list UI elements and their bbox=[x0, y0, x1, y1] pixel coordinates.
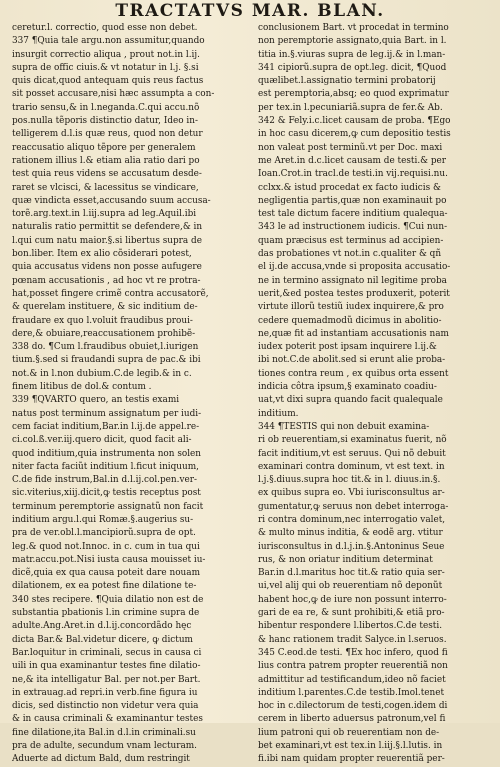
text-line: 345 C.eod.de testi. ¶Ex hoc infero, quod fi bbox=[258, 647, 448, 658]
text-line: fraudare ex quo l.voluit fraudibus proui- bbox=[12, 315, 193, 326]
text-line: niter facta faciũt inditium l.ficut iniquum, bbox=[12, 461, 199, 472]
text-line: dicis, sed distinctio non videtur vera quia bbox=[12, 701, 199, 712]
text-line: el ij.de accusa,vnde si proposita accusatio- bbox=[258, 262, 451, 273]
text-line: Ioan.Crot.in tracl.de testi.in vij.requisi.nu. bbox=[258, 169, 448, 180]
text-line: dicẽ,quia ex qua causa poteit dare nouam bbox=[12, 568, 200, 579]
text-line: das probationes vt not.in c.qualiter & qñ bbox=[258, 249, 442, 260]
text-line: bon.liber. Item ex alio cõsiderari potest, bbox=[12, 249, 192, 260]
text-line: fine dilatione,ita Bal.in d.l.in criminali.su bbox=[12, 727, 196, 738]
text-line: adulte.Ang.Aret.in d.l.ij.concordãdo hęc bbox=[12, 621, 192, 632]
text-line: reaccusatio aliquo tẽpore per generalem bbox=[12, 142, 196, 153]
text-line: non valeat post terminũ.vt per Doc. maxi bbox=[258, 142, 443, 153]
text-line: l.qui cum natu maior.§.si libertus supra de bbox=[12, 235, 202, 246]
text-line: test quia reus videns se accusatum desde- bbox=[12, 169, 202, 180]
text-line: substantia pbationis l.in crimine supra de bbox=[12, 608, 200, 619]
text-line: examinari contra dominum, vt est text. in bbox=[258, 461, 445, 472]
text-line: ne,quæ fit ad instantiam accusationis nam bbox=[258, 328, 449, 339]
text-line: non peremptorie assignato,quia Bart. in l. bbox=[258, 36, 447, 47]
text-line: test tale dictum facere inditium qualequa- bbox=[258, 209, 448, 220]
text-line: bet examinari,vt est tex.in l.iij.§.l.lutis. in bbox=[258, 741, 443, 752]
text-line: iurisconsultus in d.l.j.in.§.Antoninus Seue bbox=[258, 541, 445, 552]
text-line: 344 ¶TESTIS qui non debuit examina- bbox=[258, 421, 430, 432]
text-line: cedere quemadmodũ dicimus in abolitio- bbox=[258, 315, 442, 326]
text-line: inditium. bbox=[258, 408, 299, 419]
text-line: rationem illius l.& etiam alia ratio dari po bbox=[12, 155, 200, 166]
text-line: lius contra patrem propter reuerentiã non bbox=[258, 661, 448, 672]
text-line: quælibet.l.assignatio termini probatorij bbox=[258, 76, 436, 87]
text-line: uili in qua examinantur testes fine dilatio- bbox=[12, 661, 201, 672]
text-line: 337 ¶Quia tale argu.non assumitur,quando bbox=[12, 36, 205, 47]
text-line: & querelam instituere, & sic inditium de- bbox=[12, 302, 198, 313]
text-line: l.j.§.diuus.supra hoc tit.& in l. diuus.in.§. bbox=[258, 475, 441, 486]
text-line: pos.nulla tẽporis distinctio datur, Ideo in- bbox=[12, 116, 198, 127]
text-line: est peremptoria,absq; eo quod exprimatur bbox=[258, 89, 449, 100]
text-line: admittitur ad testificandum,ideo nõ faciet bbox=[258, 674, 446, 685]
text-line: pœnam accusationis , ad hoc vt re protra- bbox=[12, 275, 201, 286]
text-line: tiones contra reum , ex quibus orta essent bbox=[258, 368, 449, 379]
text-line: ci.col.ß.ver.iij.quero dicit, quod facit ali- bbox=[12, 435, 192, 446]
text-line: hat,posset fingere crimẽ contra accusatorẽ, bbox=[12, 288, 209, 299]
text-line: conclusionem Bart. vt procedat in termino bbox=[258, 23, 449, 33]
text-line: inditium l.parentes.C.de testib.Imol.tenet bbox=[258, 687, 445, 698]
text-line: telligerem d.l.is quæ reus, quod non detur bbox=[12, 129, 203, 140]
text-line: me Aret.in d.c.licet causam de testi.& per bbox=[258, 155, 447, 166]
text-line: titia in.§.viuras supra de leg.ij.& in l.man- bbox=[258, 49, 446, 60]
text-line: Bar.loquitur in criminali, secus in causa ci bbox=[12, 647, 202, 658]
text-line: uerit,&ed postea testes produxerit, poterit bbox=[258, 288, 450, 299]
text-line: leg.& quod not.Innoc. in c. cum in tua qui bbox=[12, 541, 200, 552]
text-line: dere,& obuiare,reaccusationem prohibẽ- bbox=[12, 328, 196, 339]
left-column bbox=[12, 22, 247, 765]
text-line: & multo minus inditia, & eodẽ arg. vtitur bbox=[258, 528, 443, 539]
text-line: 341 cipiorũ.supra de opt.leg. dicit, ¶Quod bbox=[258, 62, 447, 73]
text-line: sit posset accusare,nisi hæc assumpta a con- bbox=[12, 89, 215, 100]
text-line: natus post terminum assignatum per iudi- bbox=[12, 408, 202, 419]
text-line: ne in termino assignato nil legitime proba bbox=[258, 275, 447, 286]
text-line: supra de offic ciuis.& vt notatur in l.j. §.si bbox=[12, 62, 199, 73]
text-line: quod inditium,quia instrumenta non solen bbox=[12, 448, 202, 459]
page-header: TRACTATVS MAR. BLAN. bbox=[115, 1, 385, 21]
text-line: hibentur respondere l.libertos.C.de testi. bbox=[258, 621, 443, 632]
text-line: cerem in liberto aduersus patronum,vel fi bbox=[258, 714, 446, 725]
text-line: quia accusatus videns non posse aufugere bbox=[12, 262, 202, 273]
text-line: torẽ.arg.text.in l.iij.supra ad leg.Aquil.ibi bbox=[12, 209, 197, 220]
text-line: quam præcisus est terminus ad accipien- bbox=[258, 235, 444, 246]
text-line: Bar.in d.l.maritus hoc tit.& ratio quia ser- bbox=[258, 568, 445, 579]
text-line: trario sensu,& in l.neganda.C.qui accu.nõ bbox=[12, 102, 200, 113]
text-line: 342 & Fely.i.c.licet causam de proba. ¶Ego bbox=[258, 116, 451, 127]
text-line: ui,vel alij qui ob reuerentiam nõ deponũt bbox=[258, 581, 443, 592]
text-line: quæ vindicta esset,accusando suum accusa- bbox=[12, 195, 211, 206]
text-line: rus, & non oriatur inditium determinat bbox=[258, 554, 433, 565]
text-line: insurgit correctio aliqua , prout not.in l.ij. bbox=[12, 49, 200, 60]
text-line: ne,& ita intelligatur Bal. per not.per Bart. bbox=[12, 674, 201, 685]
text-line: cem faciat inditium,Bar.in l.ij.de appel.re- bbox=[12, 421, 200, 432]
text-line: terminum peremptorie assignatũ non facit bbox=[12, 501, 204, 512]
text-line: negligentia partis,quæ non examinauit po bbox=[258, 195, 447, 206]
text-line: fi.ibi nam quidam propter reuerentiã per- bbox=[258, 754, 445, 765]
right-column bbox=[258, 22, 493, 765]
text-line: & hanc rationem tradit Salyce.in l.seruos. bbox=[258, 634, 447, 645]
text-line: 340 stes recipere. ¶Quia dilatio non est de bbox=[12, 594, 204, 605]
text-line: pra de adulte, secundum vnam lecturam. bbox=[12, 741, 197, 752]
text-line: virtute illorũ testiũ iudex inquirere,& pro bbox=[258, 302, 444, 313]
text-line: raret se vlcisci, & lacessitus se vindicare, bbox=[12, 182, 199, 193]
text-line: 338 do. ¶Cum l.fraudibus obuiet,l.iurigen bbox=[12, 342, 199, 353]
text-line: & in causa criminali & examinantur testes bbox=[12, 714, 203, 725]
text-line: ri contra dominum,nec interrogatio valet, bbox=[258, 514, 446, 525]
text-line: habent hoc,ꝙ de iure non possunt interro- bbox=[258, 594, 447, 605]
text-line: inditium argu.l.qui Romæ.§.augerius su- bbox=[12, 514, 194, 525]
text-line: facit inditium,vt est seruus. Qui nõ debuit bbox=[258, 448, 446, 459]
text-line: C.de fide instrum,Bal.in d.l.ij.col.pen.ver- bbox=[12, 475, 197, 486]
text-line: ri ob reuerentiam,si examinatus fuerit, nõ bbox=[258, 435, 447, 446]
text-line: ceretur.l. correctio, quod esse non debet. bbox=[12, 23, 198, 33]
text-line: pra de ver.obl.l.mancipiorũ.supra de opt. bbox=[12, 528, 196, 539]
text-line: hoc in c.dilectorum de testi,cogen.idem di bbox=[258, 701, 448, 712]
text-line: quis dicat,quod antequam quis reus factus bbox=[12, 76, 204, 87]
text-line: ex quibus supra eo. Vbi iurisconsultus ar- bbox=[258, 488, 445, 499]
text-line: in extrauag.ad repri.in verb.fine figura iu bbox=[12, 687, 198, 698]
text-line: tium.§.sed si fraudandi supra de pac.& ibi bbox=[12, 355, 201, 366]
text-line: iudex poterit post ipsam inquirere l.ij.& bbox=[258, 342, 437, 353]
text-line: sic.viterius,xiij.dicit,ꝙ testis receptus post bbox=[12, 488, 201, 499]
text-line: finem litibus de dol.& contum . bbox=[12, 382, 152, 393]
text-line: lium patroni qui ob reuerentiam non de- bbox=[258, 727, 440, 738]
text-line: matr.accu.pot.Nisi iusta causa mouisset iu- bbox=[12, 554, 206, 565]
text-line: 339 ¶QVARTO quero, an testis exami bbox=[12, 395, 180, 406]
text-line: per tex.in l.pecuniariã.supra de fer.& Ab. bbox=[258, 102, 443, 113]
text-line: in hoc casu dicerem,ꝙ cum depositio testis bbox=[258, 129, 451, 140]
text-line: uat,vt dixi supra quando facit qualequale bbox=[258, 395, 443, 406]
text-line: not.& in l.non dubium.C.de legib.& in c. bbox=[12, 368, 192, 379]
text-line: indicia côtra ipsum,§ examinato coadiu- bbox=[258, 382, 437, 393]
text-line: cclxx.& istud procedat ex facto iudicis & bbox=[258, 182, 441, 193]
text-line: dicta Bar.& Bal.videtur dicere, ꝙ dictum bbox=[12, 634, 193, 645]
text-line: gumentatur,ꝙ seruus non debet interroga- bbox=[258, 501, 449, 512]
text-line: dilationem, ex ea potest fine dilatione te- bbox=[12, 581, 197, 592]
text-line: Aduerte ad dictum Bald, dum restringit bbox=[12, 754, 190, 765]
text-line: gari de ea re, & sunt prohibiti,& etiã pro- bbox=[258, 608, 445, 619]
text-line: naturalis ratio permittit se defendere,& in bbox=[12, 222, 203, 233]
text-line: 343 le ad instructionem iudicis. ¶Cui nun- bbox=[258, 222, 448, 233]
text-line: ibi not.C.de abolit.sed si erunt alie proba- bbox=[258, 355, 446, 366]
